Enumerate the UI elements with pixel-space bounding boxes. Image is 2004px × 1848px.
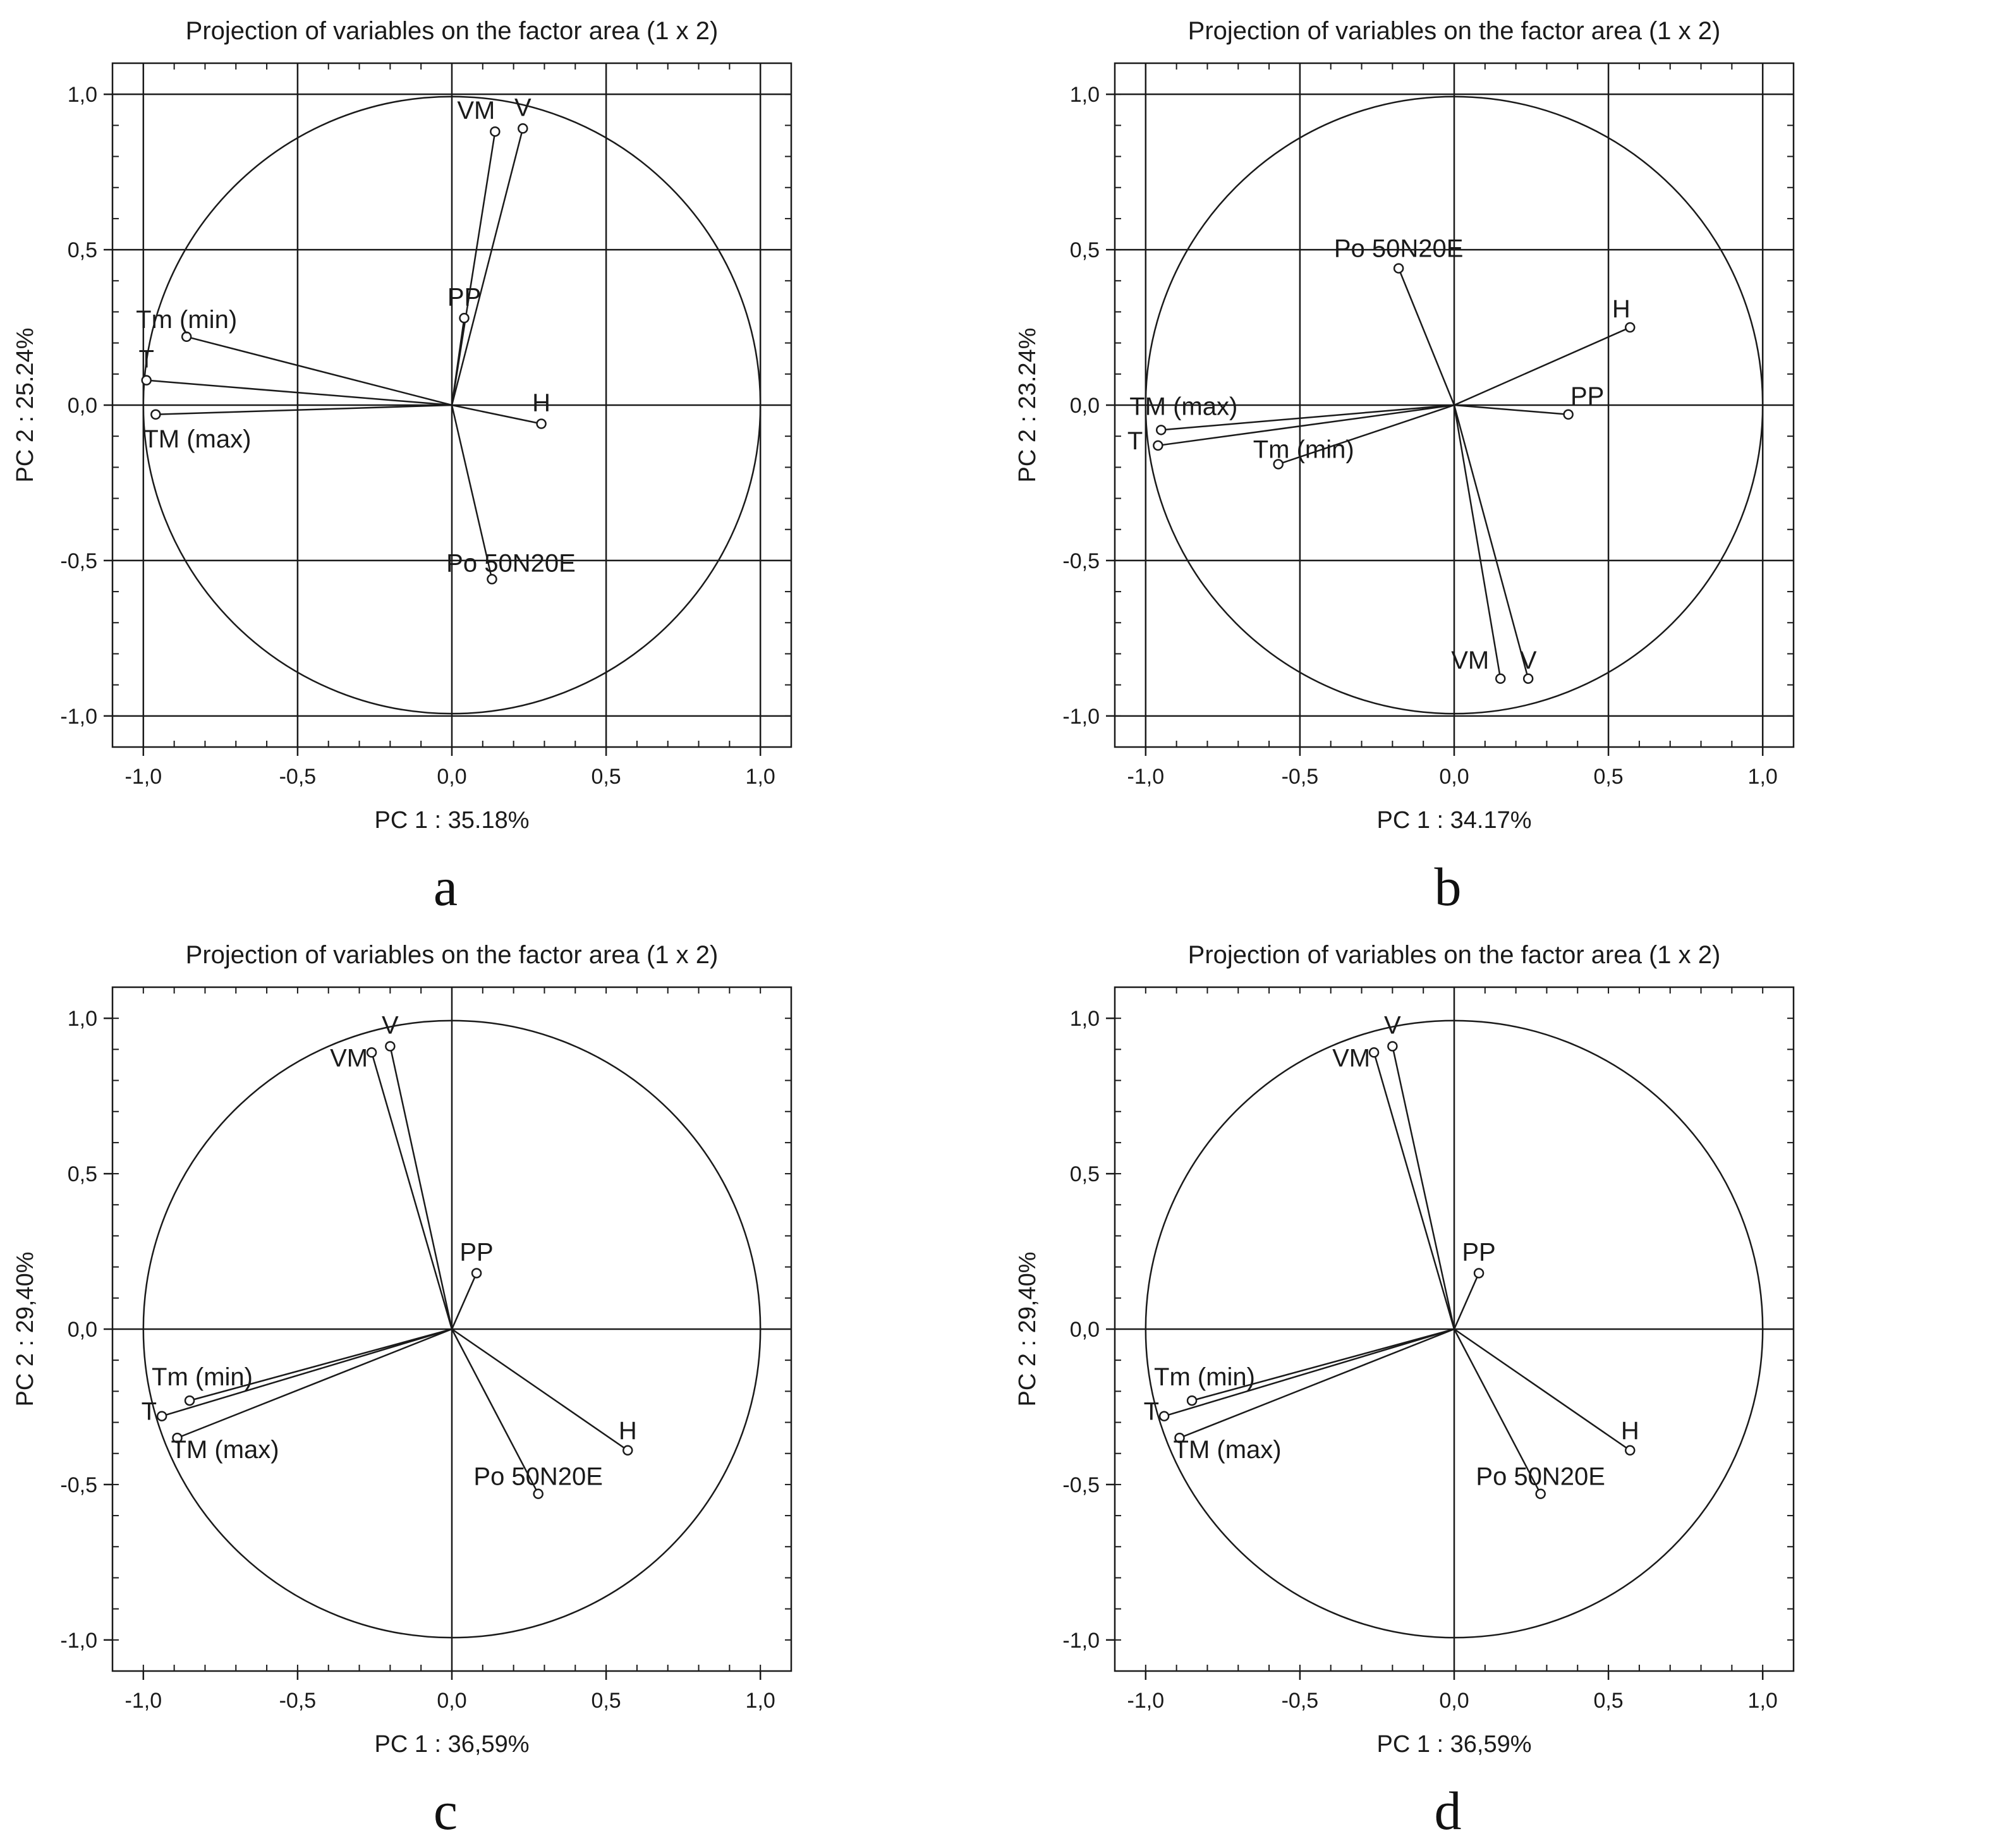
y-axis-label: PC 2 : 29,40%	[12, 1251, 39, 1407]
y-tick-label: -0,5	[60, 1473, 97, 1497]
y-tick-label: -1,0	[60, 704, 97, 729]
vector-h	[452, 405, 542, 424]
chart-title: Projection of variables on the factor area (1 x 2)	[185, 941, 719, 969]
label-tm-min: Tm (min)	[136, 305, 238, 334]
point-t	[1160, 1412, 1169, 1421]
vector-po-50n20e	[1399, 269, 1454, 405]
y-tick-label: 1,0	[1069, 1007, 1100, 1031]
x-tick-label: 0,5	[1593, 1689, 1624, 1713]
x-tick-label: -0,5	[1281, 1689, 1319, 1713]
x-tick-label: -1,0	[124, 765, 162, 789]
x-tick-label: 1,0	[1747, 765, 1778, 789]
vector-pp	[1454, 405, 1569, 415]
point-v	[518, 124, 527, 133]
label-po-50n20e: Po 50N20E	[1333, 234, 1464, 263]
panel-letter: d	[1434, 1780, 1462, 1841]
y-tick-label: -1,0	[60, 1628, 97, 1653]
point-v	[1524, 674, 1533, 683]
x-axis-label: PC 1 : 35.18%	[374, 807, 530, 834]
chart-svg-b	[1002, 0, 2004, 924]
point-v	[1388, 1042, 1397, 1050]
x-tick-label: -0,5	[279, 765, 317, 789]
x-tick-label: 1,0	[745, 765, 775, 789]
label-t: T	[1127, 427, 1143, 455]
y-tick-label: 0,5	[1069, 1162, 1100, 1187]
x-tick-label: 1,0	[1747, 1689, 1778, 1713]
y-tick-label: -0,5	[1062, 1473, 1100, 1497]
label-h: H	[1612, 295, 1631, 324]
x-tick-label: -1,0	[124, 1689, 162, 1713]
label-tm-max: TM (max)	[143, 425, 252, 453]
y-tick-label: 1,0	[67, 83, 97, 107]
label-v: V	[382, 1011, 399, 1040]
point-vm	[1369, 1048, 1378, 1057]
y-tick-label: 0,0	[1069, 394, 1100, 418]
label-pp: PP	[459, 1238, 494, 1267]
label-t: T	[1143, 1397, 1160, 1426]
vector-v	[1454, 405, 1528, 679]
label-pp: PP	[447, 283, 482, 312]
label-t: T	[141, 1397, 157, 1426]
x-tick-label: -1,0	[1127, 765, 1165, 789]
label-vm: VM	[1451, 646, 1490, 674]
vector-tm-max	[155, 405, 452, 415]
label-vm: VM	[330, 1044, 368, 1073]
y-tick-label: 0,0	[67, 394, 97, 418]
vector-h	[452, 1329, 628, 1450]
vector-vm	[372, 1052, 452, 1329]
vector-v	[390, 1046, 452, 1329]
y-tick-label: 0,5	[1069, 238, 1100, 263]
label-v: V	[1519, 646, 1537, 674]
point-h	[537, 420, 546, 429]
vector-vm	[1374, 1052, 1454, 1329]
x-tick-label: -0,5	[279, 1689, 317, 1713]
point-h	[1625, 1446, 1634, 1455]
label-po-50n20e: Po 50N20E	[1476, 1462, 1605, 1491]
label-tm-min: Tm (min)	[1154, 1363, 1256, 1392]
x-tick-label: 0,0	[1439, 1689, 1469, 1713]
y-tick-label: 0,5	[67, 1162, 97, 1187]
panel-letter: b	[1434, 856, 1462, 917]
vector-vm	[1454, 405, 1500, 679]
panel-letter: c	[433, 1780, 458, 1841]
point-t	[157, 1412, 166, 1421]
chart-svg-c	[0, 924, 1002, 1848]
x-axis-label: PC 1 : 36,59%	[1376, 1731, 1532, 1758]
y-tick-label: -1,0	[1062, 704, 1100, 729]
label-tm-max: TM (max)	[1173, 1436, 1282, 1464]
chart-title: Projection of variables on the factor area (1 x 2)	[185, 17, 719, 45]
y-tick-label: 0,0	[67, 1318, 97, 1342]
point-pp	[1474, 1268, 1483, 1277]
x-axis-label: PC 1 : 34.17%	[1376, 807, 1532, 834]
point-t	[142, 376, 151, 385]
point-vm	[1496, 674, 1505, 683]
y-axis-label: PC 2 : 23.24%	[1014, 327, 1041, 483]
y-tick-label: 0,5	[67, 238, 97, 263]
label-tm-max: TM (max)	[1129, 392, 1238, 421]
point-pp	[460, 313, 469, 322]
y-tick-label: 0,0	[1069, 1318, 1100, 1342]
x-tick-label: 0,0	[1439, 765, 1469, 789]
x-tick-label: -0,5	[1281, 765, 1319, 789]
x-tick-label: 0,0	[437, 1689, 467, 1713]
label-h: H	[618, 1416, 637, 1445]
vector-pp	[452, 1273, 477, 1329]
x-tick-label: 1,0	[745, 1689, 775, 1713]
vector-h	[1454, 1329, 1630, 1450]
label-vm: VM	[457, 97, 495, 125]
point-pp	[472, 1268, 481, 1277]
chart-svg-a	[0, 0, 1002, 924]
vector-pp	[1454, 1273, 1479, 1329]
x-axis-label: PC 1 : 36,59%	[374, 1731, 530, 1758]
label-v: V	[514, 94, 531, 122]
point-tm-max	[1157, 425, 1165, 434]
x-tick-label: 0,5	[591, 765, 621, 789]
x-tick-label: -1,0	[1127, 1689, 1165, 1713]
panel-letter: a	[433, 856, 458, 917]
vector-v	[1392, 1046, 1454, 1329]
label-po-50n20e: Po 50N20E	[446, 549, 576, 578]
chart-title: Projection of variables on the factor area (1 x 2)	[1187, 17, 1721, 45]
point-tm-min	[182, 332, 191, 341]
point-v	[386, 1042, 394, 1050]
chart-panel-d	[1002, 924, 2004, 1848]
point-pp	[1564, 410, 1573, 419]
y-tick-label: -0,5	[1062, 549, 1100, 573]
point-po-50n20e	[1536, 1490, 1545, 1498]
y-axis-label: PC 2 : 25.24%	[12, 327, 39, 483]
label-h: H	[1620, 1416, 1639, 1445]
point-po-50n20e	[534, 1490, 543, 1498]
chart-panel-b	[1002, 0, 2004, 924]
label-po-50n20e: Po 50N20E	[473, 1462, 603, 1491]
y-tick-label: 1,0	[67, 1007, 97, 1031]
label-h: H	[532, 389, 551, 417]
point-tm-max	[151, 410, 160, 419]
point-vm	[490, 127, 499, 136]
label-pp: PP	[1570, 382, 1605, 410]
label-t: T	[138, 345, 154, 374]
chart-title: Projection of variables on the factor area (1 x 2)	[1187, 941, 1721, 969]
y-tick-label: 1,0	[1069, 83, 1100, 107]
y-tick-label: -0,5	[60, 549, 97, 573]
point-t	[1153, 441, 1162, 450]
x-tick-label: 0,0	[437, 765, 467, 789]
point-h	[623, 1446, 632, 1455]
label-tm-min: Tm (min)	[1253, 435, 1354, 464]
point-vm	[367, 1048, 376, 1057]
x-tick-label: 0,5	[1593, 765, 1624, 789]
y-axis-label: PC 2 : 29,40%	[1014, 1251, 1041, 1407]
point-h	[1625, 323, 1634, 332]
vector-v	[452, 128, 523, 405]
chart-svg-d	[1002, 924, 2004, 1848]
chart-panel-a	[0, 0, 1002, 924]
label-vm: VM	[1332, 1044, 1371, 1073]
label-tm-max: TM (max)	[171, 1436, 279, 1464]
chart-panel-c	[0, 924, 1002, 1848]
label-v: V	[1384, 1011, 1401, 1040]
point-tm-min	[185, 1396, 194, 1405]
label-tm-min: Tm (min)	[152, 1363, 253, 1392]
point-po-50n20e	[1394, 264, 1403, 273]
x-tick-label: 0,5	[591, 1689, 621, 1713]
label-pp: PP	[1462, 1238, 1496, 1267]
point-tm-min	[1187, 1396, 1196, 1405]
y-tick-label: -1,0	[1062, 1628, 1100, 1653]
